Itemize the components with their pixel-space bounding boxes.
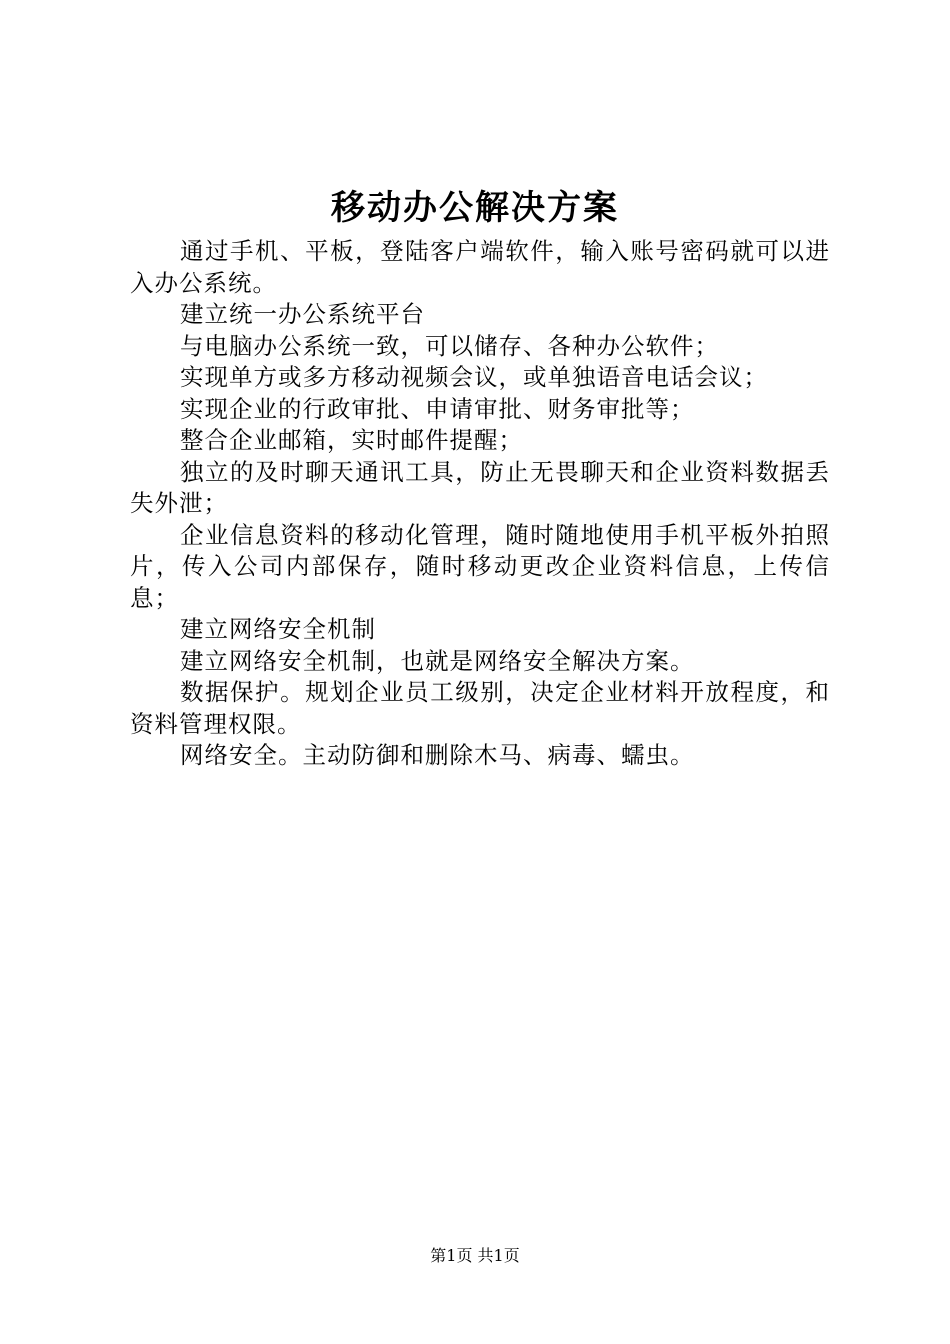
paragraph: 通过手机、平板，登陆客户端软件，输入账号密码就可以进入办公系统。: [130, 237, 830, 297]
paragraph: 独立的及时聊天通讯工具，防止无畏聊天和企业资料数据丢失外泄；: [130, 457, 830, 517]
paragraph: 实现单方或多方移动视频会议，或单独语音电话会议；: [180, 363, 768, 391]
document-body: [130, 236, 830, 772]
paragraph: 数据保护。规划企业员工级别，决定企业材料开放程度，和资料管理权限。: [130, 678, 830, 738]
paragraph: 企业信息资料的移动化管理，随时随地使用手机平板外拍照片，传入公司内部保存，随时移动更改企业资料信息，上传信息；: [130, 520, 830, 612]
paragraph: 建立网络安全机制: [180, 615, 376, 643]
paragraph: 建立统一办公系统平台: [180, 300, 425, 328]
paragraph: 实现企业的行政审批、申请审批、财务审批等；: [180, 394, 695, 423]
document-title: 移动办公解决方案: [331, 188, 619, 228]
paragraph: 与电脑办公系统一致，可以储存、各种办公软件；: [180, 331, 719, 360]
paragraph: 网络安全。主动防御和删除木马、病毒、蠕虫。: [180, 741, 695, 769]
paragraph: 整合企业邮箱，实时邮件提醒；: [180, 426, 523, 454]
paragraph: 建立网络安全机制，也就是网络安全解决方案。: [180, 646, 695, 675]
page-footer: 第1页 共1页: [430, 1246, 520, 1265]
